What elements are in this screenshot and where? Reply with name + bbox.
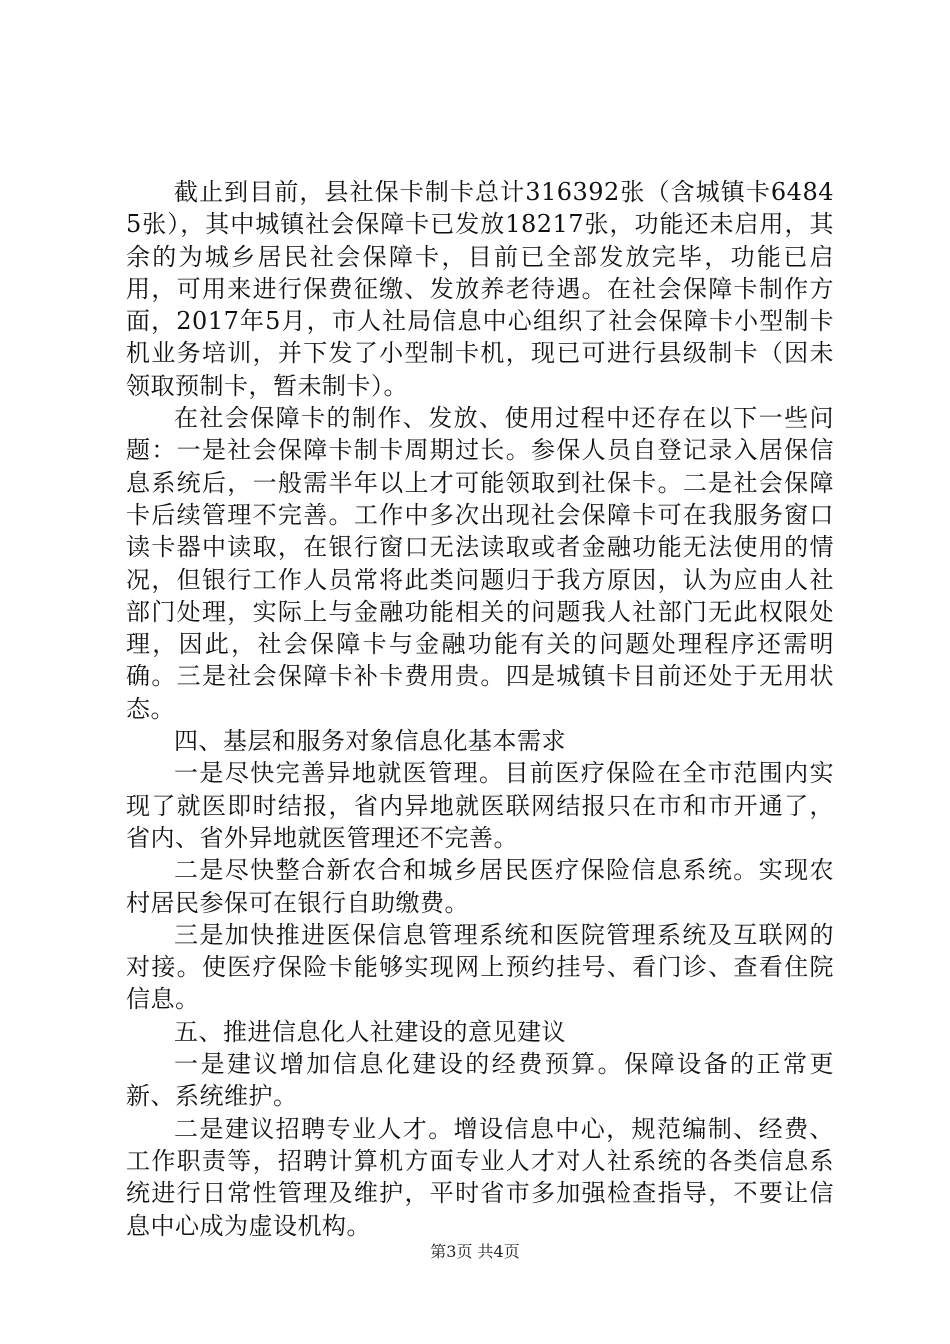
paragraph-demand-2: 二是尽快整合新农合和城乡居民医疗保险信息系统。实现农村居民参保可在银行自助缴费。	[126, 856, 834, 917]
paragraph-demand-1: 一是尽快完善异地就医管理。目前医疗保险在全市范围内实现了就医即时结报，省内异地就医联网结报只在市和市开通了，省内、省外异地就医管理还不完善。	[126, 759, 834, 852]
paragraph-social-card-problems: 在社会保障卡的制作、发放、使用过程中还存在以下一些问题：一是社会保障卡制卡周期过长。参保人员自登记录入居保信息系统后，一般需半年以上才可能领取到社保卡。二是社会保障卡后续管理不完善。工作中多次出现社会保障卡可在我服务窗口读卡器中读取，在银行窗口无法读取或者金融功能无法使用的情况，但银行工作人员常将此类问题归于我方原因，认为应由人社部门处理，实际上与金融功能相关的问题我人社部门无此权限处理，因此，社会保障卡与金融功能有关的问题处理程序还需明确。三是社会保障卡补卡费用贵。四是城镇卡目前还处于无用状态。	[126, 404, 834, 723]
paragraph-suggestion-2: 二是建议招聘专业人才。增设信息中心，规范编制、经费、工作职责等，招聘计算机方面专业人才对人社系统的各类信息系统进行日常性管理及维护，平时省市多加强检查指导，不要让信息中心成为虚设机构。	[126, 1114, 834, 1240]
paragraph-social-card-status: 截止到目前，县社保卡制卡总计316392张（含城镇卡64845张），其中城镇社会保障卡已发放18217张，功能还未启用，其余的为城乡居民社会保障卡，目前已全部发放完毕，功能已启用，可用来进行保费征缴、发放养老待遇。在社会保障卡制作方面，2017年5月，市人社局信息中心组织了社会保障卡小型制卡机业务培训，并下发了小型制卡机，现已可进行县级制卡（因未领取预制卡，暂未制卡）。	[126, 178, 834, 400]
paragraph-demand-3: 三是加快推进医保信息管理系统和医院管理系统及互联网的对接。使医疗保险卡能够实现网上预约挂号、看门诊、查看住院信息。	[126, 920, 834, 1014]
document-body	[126, 176, 834, 1242]
paragraph-suggestion-1: 一是建议增加信息化建设的经费预算。保障设备的正常更新、系统维护。	[126, 1050, 834, 1111]
page-footer: 第3页 共4页	[430, 1242, 520, 1261]
section-heading-5: 五、推进信息化人社建设的意见建议	[174, 1017, 566, 1046]
section-heading-4: 四、基层和服务对象信息化基本需求	[174, 727, 566, 756]
